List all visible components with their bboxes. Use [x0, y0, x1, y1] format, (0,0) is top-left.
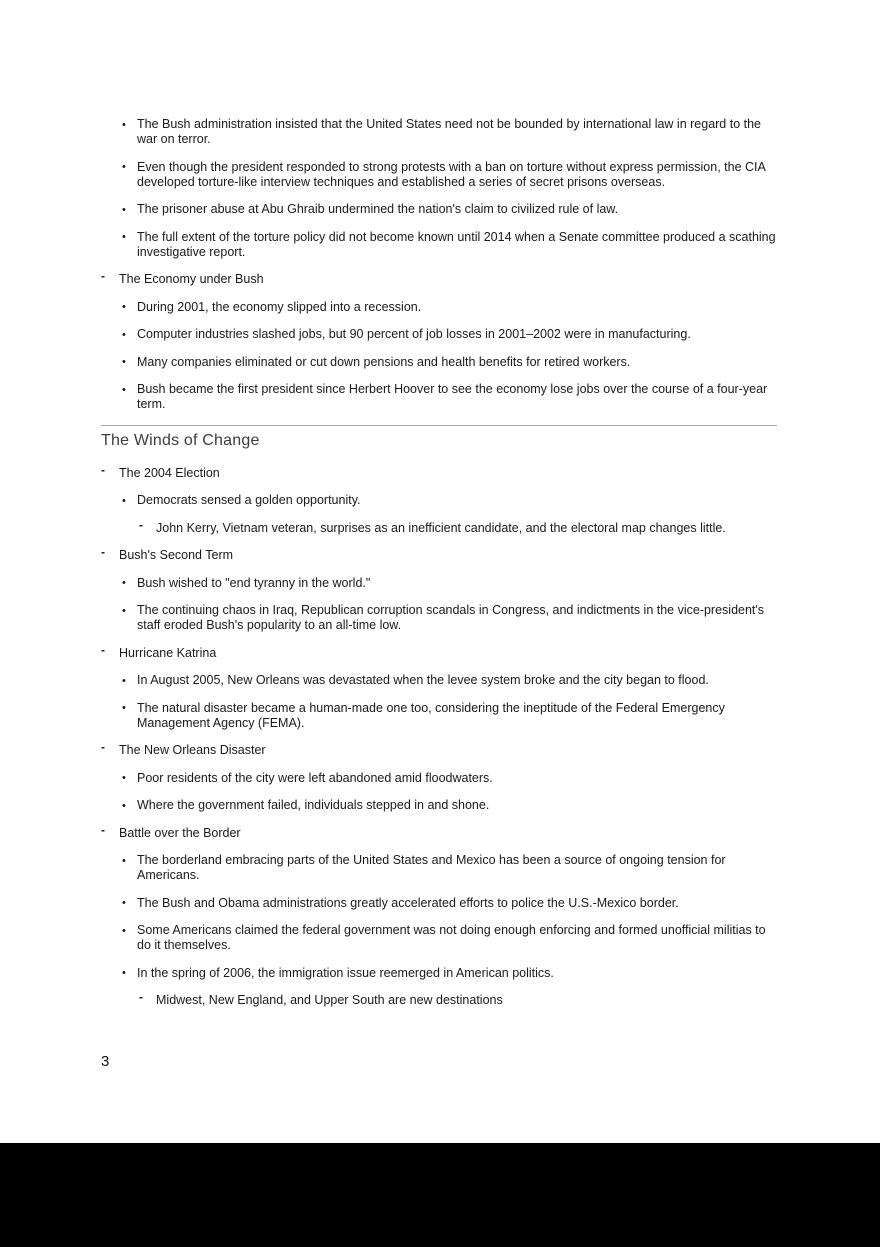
bullet-marker: - — [101, 269, 105, 283]
outline-item-text: Midwest, New England, and Upper South are new destinations — [156, 993, 503, 1007]
outline-item — [101, 269, 777, 287]
outline-list-top — [101, 117, 777, 412]
outline-item — [101, 603, 777, 633]
outline-item — [101, 740, 777, 758]
bullet-marker: • — [122, 674, 126, 687]
outline-item-text: The natural disaster became a human-made one too, considering the ineptitude of the Federal Emergency Management Agency (FEMA). — [137, 700, 725, 730]
bullet-marker: - — [101, 545, 105, 559]
section-heading: The Winds of Change — [101, 431, 260, 449]
outline-item — [101, 160, 777, 190]
bullet-marker: • — [122, 383, 126, 396]
outline-item — [101, 202, 777, 217]
outline-item — [101, 545, 777, 563]
outline-item-text: Many companies eliminated or cut down pensions and health benefits for retired workers. — [137, 354, 631, 369]
outline-item-text: In August 2005, New Orleans was devastated when the levee system broke and the city began to flood. — [137, 673, 709, 687]
outline-item-text: Democrats sensed a golden opportunity. — [137, 493, 361, 507]
outline-item-text: During 2001, the economy slipped into a recession. — [137, 299, 422, 314]
bullet-marker: • — [122, 301, 126, 313]
outline-item — [101, 576, 777, 591]
outline-item-text: The 2004 Election — [119, 465, 220, 480]
bullet-marker: • — [122, 203, 126, 216]
outline-item — [101, 771, 777, 786]
outline-item-text: Some Americans claimed the federal government was not doing enough enforcing and formed unofficial militias to do it themselves. — [137, 923, 766, 952]
outline-item-text: The Bush administration insisted that the United States need not be bounded by international law in regard to the war on terror. — [137, 117, 762, 146]
outline-item — [101, 462, 777, 481]
outline-item — [101, 517, 777, 536]
bullet-marker: - — [139, 517, 143, 532]
bullet-marker: - — [101, 822, 105, 837]
outline-item-text: In the spring of 2006, the immigration issue reemerged in American politics. — [137, 965, 554, 980]
bullet-marker: • — [122, 799, 126, 812]
bullet-marker: - — [101, 740, 105, 754]
bottom-black-band — [0, 1143, 880, 1247]
outline-item-text: The full extent of the torture policy did not become known until 2014 when a Senate committee produced a scathing investigative report. — [137, 229, 776, 259]
outline-item-text: Where the government failed, individuals stepped in and shone. — [137, 798, 490, 812]
outline-item-text: Bush became the first president since Herbert Hoover to see the economy lose jobs over the course of a four-year term. — [137, 382, 768, 411]
bullet-marker: • — [122, 356, 126, 368]
outline-item — [101, 230, 777, 260]
bullet-marker: • — [122, 161, 126, 173]
outline-item-text: John Kerry, Vietnam veteran, surprises as an inefficient candidate, and the electoral map changes little. — [156, 520, 726, 535]
section-divider-line — [101, 425, 777, 426]
outline-item — [101, 493, 777, 508]
page-number: 3 — [101, 1053, 110, 1070]
bullet-marker: • — [122, 924, 126, 937]
outline-item-text: The Bush and Obama administrations greatly accelerated efforts to police the U.S.-Mexico border. — [137, 895, 679, 910]
bullet-marker: - — [101, 642, 105, 657]
bullet-marker: - — [139, 990, 143, 1004]
outline-item — [101, 300, 777, 315]
bullet-marker: • — [122, 494, 126, 507]
outline-item — [101, 966, 777, 981]
outline-item-text: Bush wished to "end tyranny in the world." — [137, 575, 371, 590]
outline-item-text: Poor residents of the city were left abandoned amid floodwaters. — [137, 770, 493, 785]
outline-item — [101, 327, 777, 342]
bullet-marker: • — [122, 231, 126, 243]
outline-item — [101, 642, 777, 661]
outline-item-text: Computer industries slashed jobs, but 90 percent of job losses in 2001–2002 were in manufacturing. — [137, 327, 691, 341]
bullet-marker: • — [122, 897, 126, 909]
bullet-marker: • — [122, 604, 126, 617]
outline-item-text: The prisoner abuse at Abu Ghraib undermined the nation's claim to civilized rule of law. — [137, 202, 619, 216]
outline-item — [101, 923, 777, 953]
bullet-marker: - — [101, 462, 105, 477]
outline-item — [101, 990, 777, 1008]
outline-item — [101, 896, 777, 911]
outline-item-text: The New Orleans Disaster — [119, 743, 266, 757]
outline-item-text: The borderland embracing parts of the United States and Mexico has been a source of ongoing tension for Americans. — [137, 853, 726, 882]
bullet-marker: • — [122, 118, 126, 131]
outline-item — [101, 382, 777, 412]
bullet-marker: • — [122, 577, 126, 589]
section-header — [101, 425, 777, 451]
bullet-marker: • — [122, 772, 126, 784]
bullet-marker: • — [122, 854, 126, 867]
bullet-marker: • — [122, 328, 126, 341]
outline-item — [101, 117, 777, 147]
outline-item-text: Hurricane Katrina — [119, 645, 217, 660]
outline-list-bottom — [101, 462, 777, 1009]
outline-item — [101, 701, 777, 731]
bullet-marker: • — [122, 967, 126, 979]
outline-item — [101, 798, 777, 813]
outline-item-text: Bush's Second Term — [119, 548, 234, 562]
outline-item — [101, 355, 777, 370]
bullet-marker: • — [122, 702, 126, 714]
outline-item-text: Battle over the Border — [119, 825, 241, 840]
outline-item-text: Even though the president responded to strong protests with a ban on torture without express permission, the CIA developed torture-like interview techniques and established a series of secret prisons overseas. — [137, 159, 766, 189]
outline-item — [101, 673, 777, 688]
outline-item-text: The Economy under Bush — [119, 272, 264, 286]
outline-item — [101, 853, 777, 883]
outline-item-text: The continuing chaos in Iraq, Republican corruption scandals in Congress, and indictments in the vice-president's staff eroded Bush's popularity to an all-time low. — [137, 603, 765, 632]
outline-item — [101, 822, 777, 841]
